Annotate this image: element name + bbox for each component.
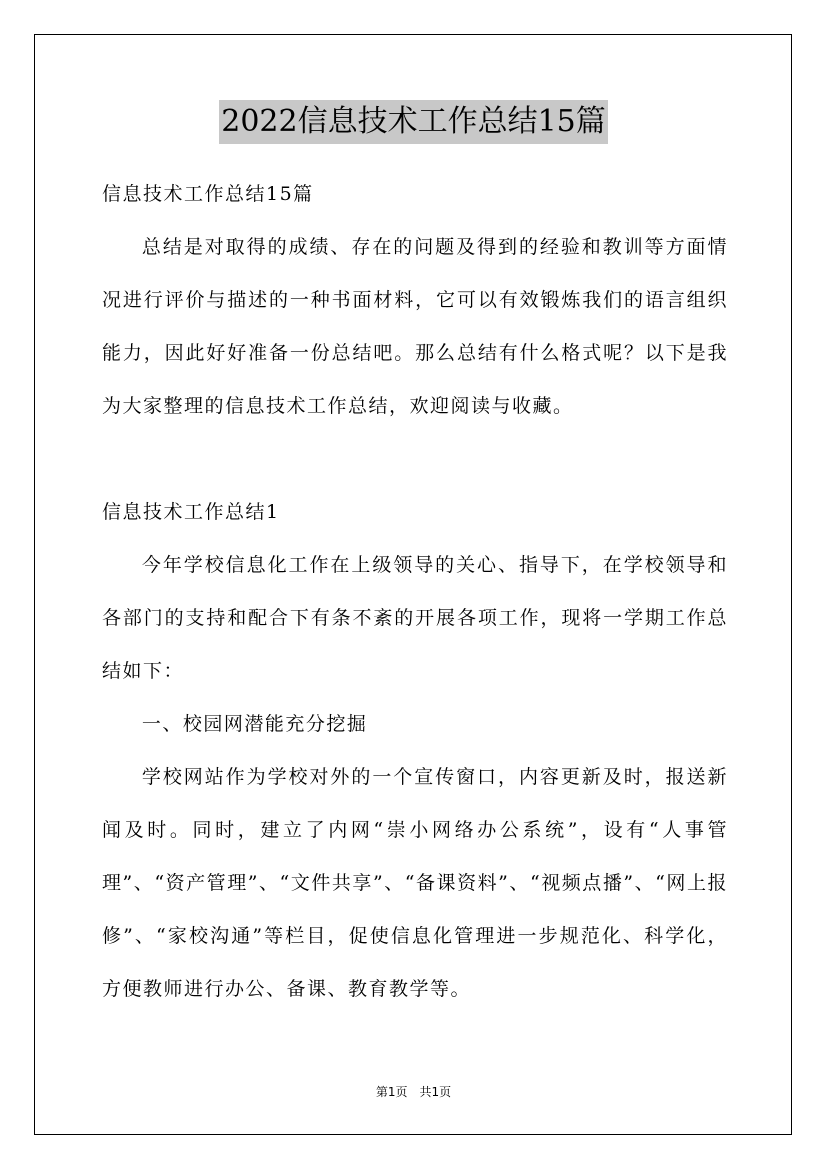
document-subtitle: 信息技术工作总结15篇	[102, 183, 314, 205]
title-area	[0, 100, 827, 144]
page-number-total: 共1页	[419, 1085, 452, 1099]
section-heading: 信息技术工作总结1	[102, 501, 280, 523]
subheading-1: 一、校园网潜能充分挖掘	[141, 713, 368, 735]
document-title: 2022信息技术工作总结15篇	[219, 100, 608, 144]
page-number-current: 第1页	[375, 1085, 408, 1099]
section-paragraph-2: 学校网站作为学校对外的一个宣传窗口，内容更新及时，报送新闻及时。同时，建立了内网“崇小网络办公系统”，设有“人事管理”、“资产管理”、“文件共享”、“备课资料”、“视频点播”、“网上报修”、“家校沟通”等栏目，促使信息化管理进一步规范化、科学化，方便教师进行办公、备课、教育教学等。	[102, 766, 728, 1000]
intro-paragraph: 总结是对取得的成绩、存在的问题及得到的经验和教训等方面情况进行评价与描述的一种书面材料，它可以有效锻炼我们的语言组织能力，因此好好准备一份总结吧。那么总结有什么格式呢？以下是我为大家整理的信息技术工作总结，欢迎阅读与收藏。	[102, 236, 728, 417]
page-footer	[0, 1084, 827, 1100]
section-paragraph-1: 今年学校信息化工作在上级领导的关心、指导下，在学校领导和各部门的支持和配合下有条不紊的开展各项工作，现将一学期工作总结如下：	[102, 554, 728, 682]
blank-line	[102, 433, 728, 486]
document-body	[102, 168, 728, 1016]
